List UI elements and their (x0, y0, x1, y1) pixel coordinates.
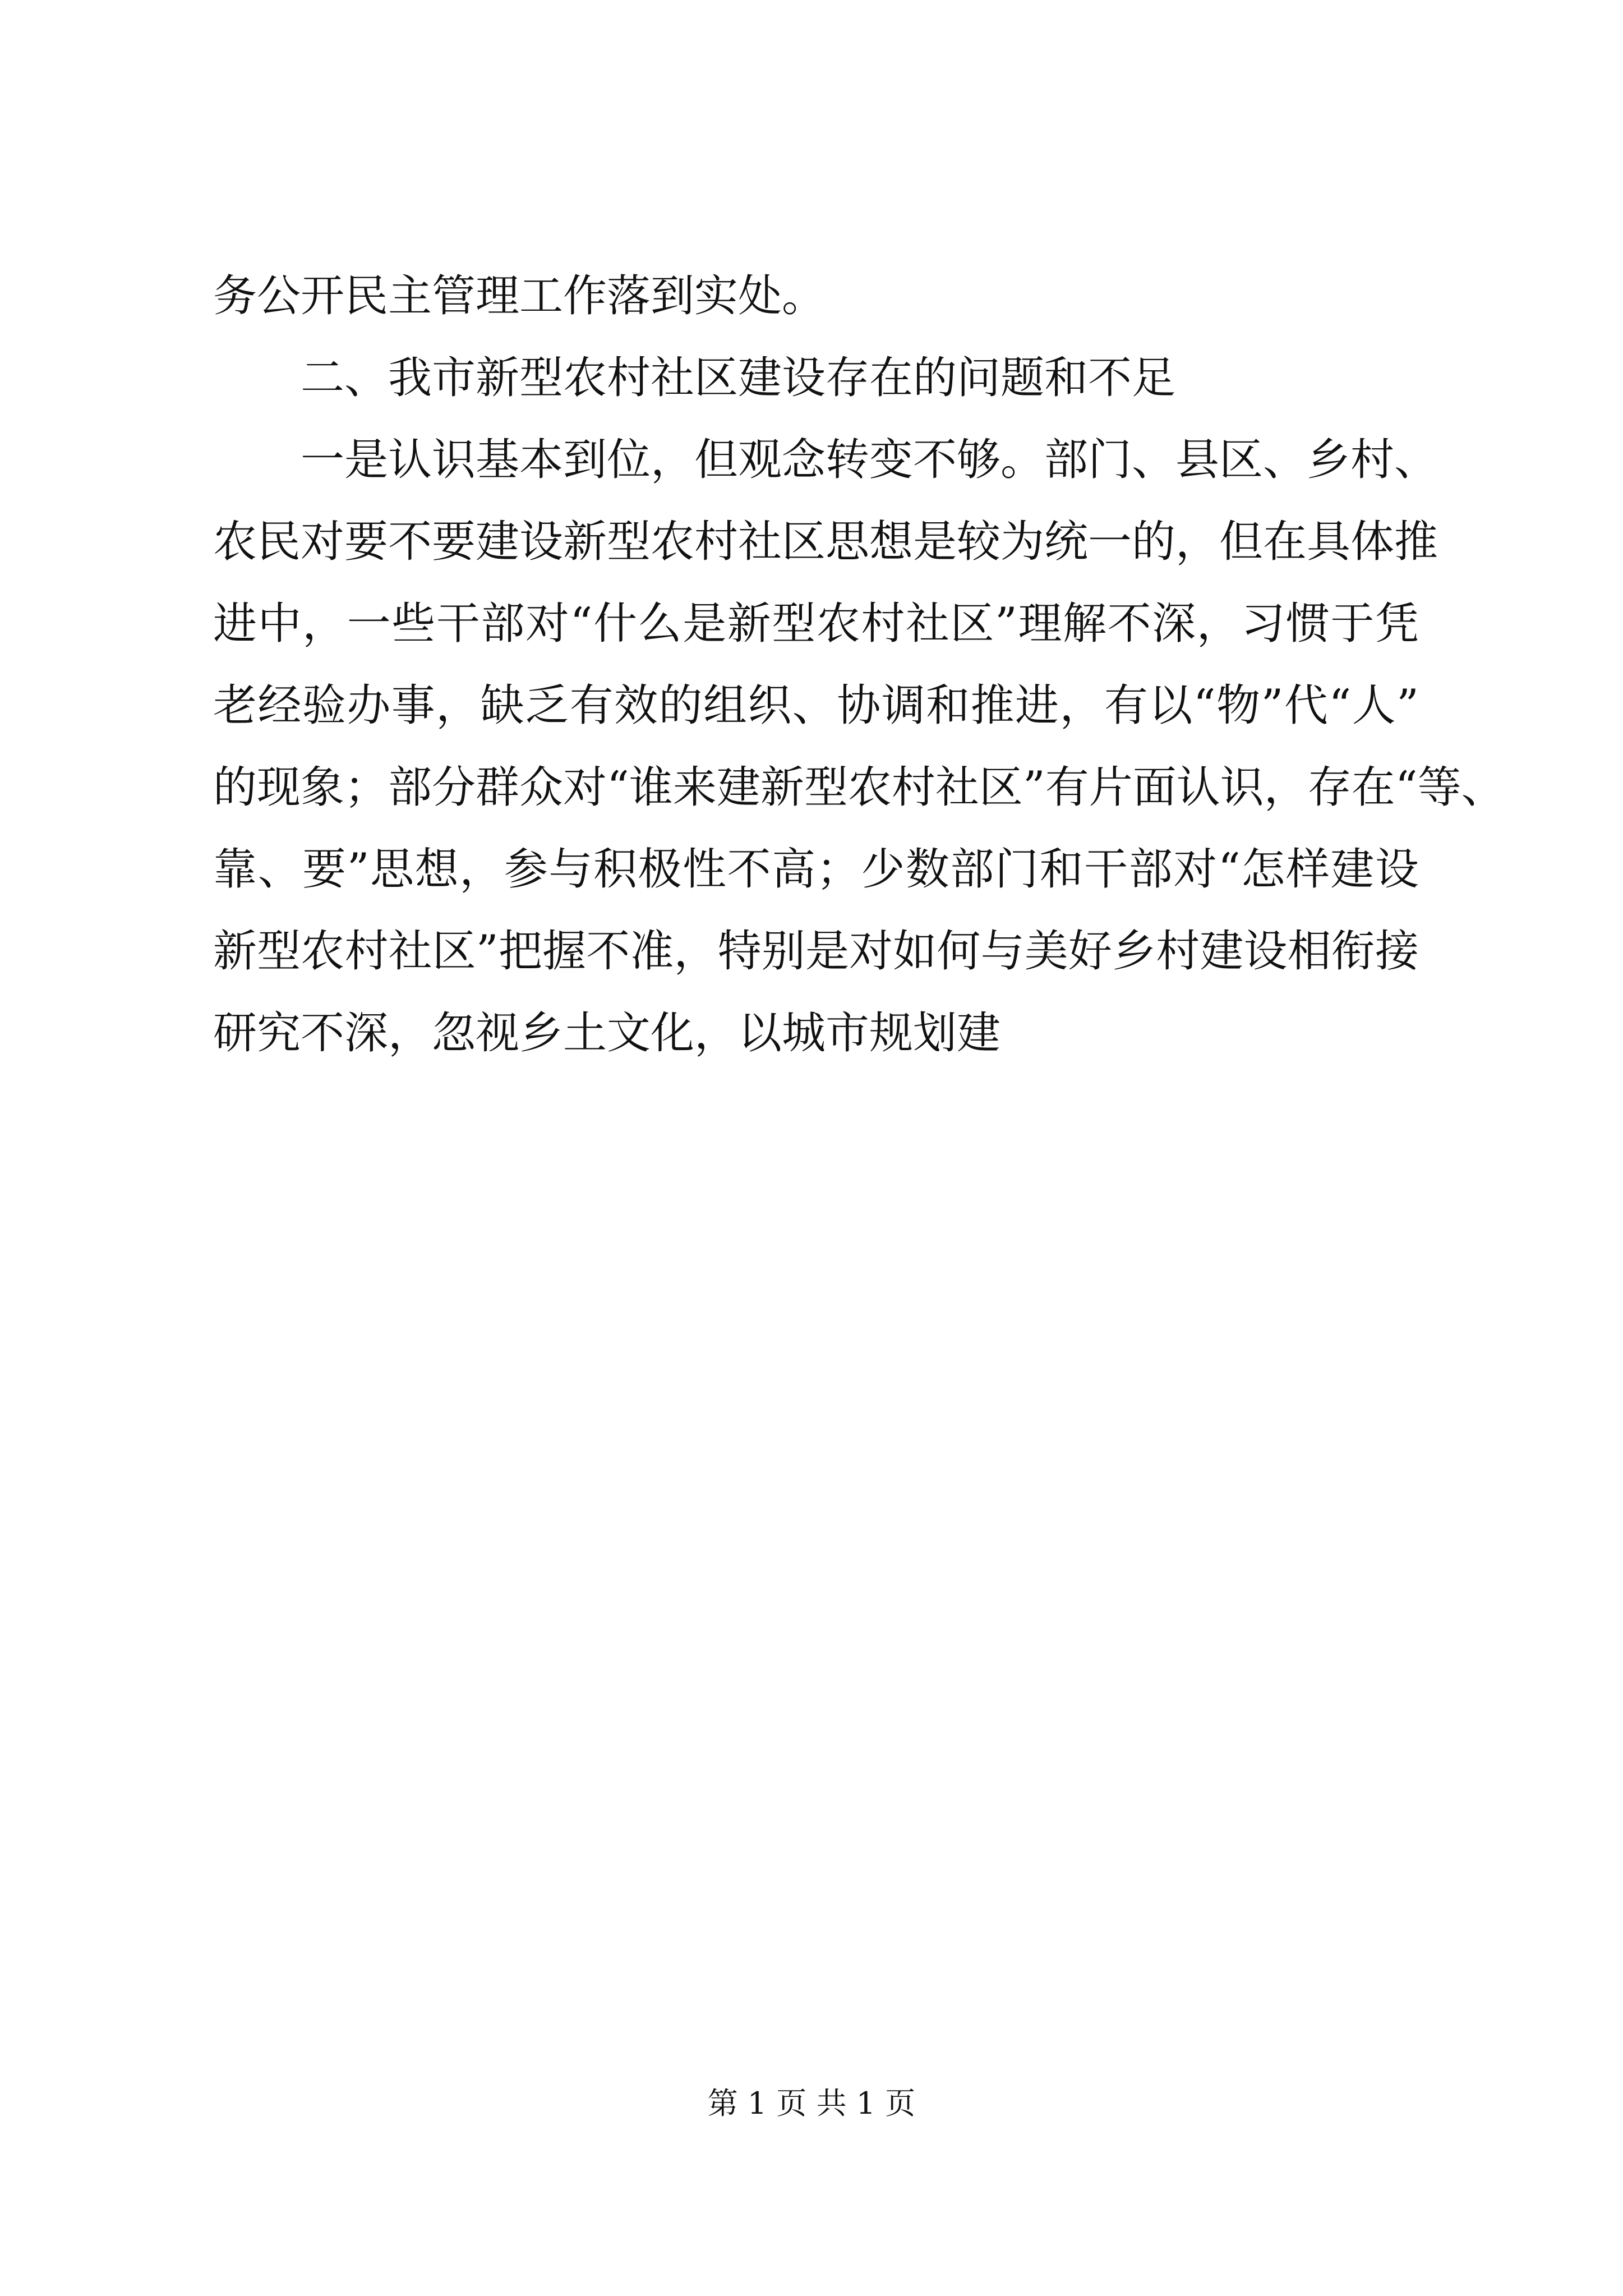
paragraph-line: 新型农村社区”把握不准，特别是对如何与美好乡村建设相衔接 (213, 926, 1419, 977)
paragraph-continuation-line: 务公开民主管理工作落到实处。 (213, 271, 826, 321)
document-body (213, 255, 1505, 1074)
paragraph-line: 农民对要不要建设新型农村社区思想是较为统一的，但在具体推 (213, 517, 1438, 567)
paragraph-line: 老经验办事，缺乏有效的组织、协调和推进，有以“物”代“人” (213, 680, 1419, 731)
section-heading: 二、我市新型农村社区建设存在的问题和不足 (301, 353, 1176, 403)
paragraph-line: 研究不深，忽视乡土文化，以城市规划建 (213, 1008, 1001, 1059)
paragraph-line: 靠、要”思想，参与积极性不高；少数部门和干部对“怎样建设 (213, 844, 1419, 895)
page-number-footer: 第 1 页 共 1 页 (707, 2086, 916, 2121)
paragraph-line: 的现象；部分群众对“谁来建新型农村社区”有片面认识，存在“等、 (213, 762, 1505, 813)
paragraph-line: 进中，一些干部对“什么是新型农村社区”理解不深，习惯于凭 (213, 599, 1419, 649)
paragraph-line: 一是认识基本到位，但观念转变不够。部门、县区、乡村、 (301, 435, 1438, 485)
